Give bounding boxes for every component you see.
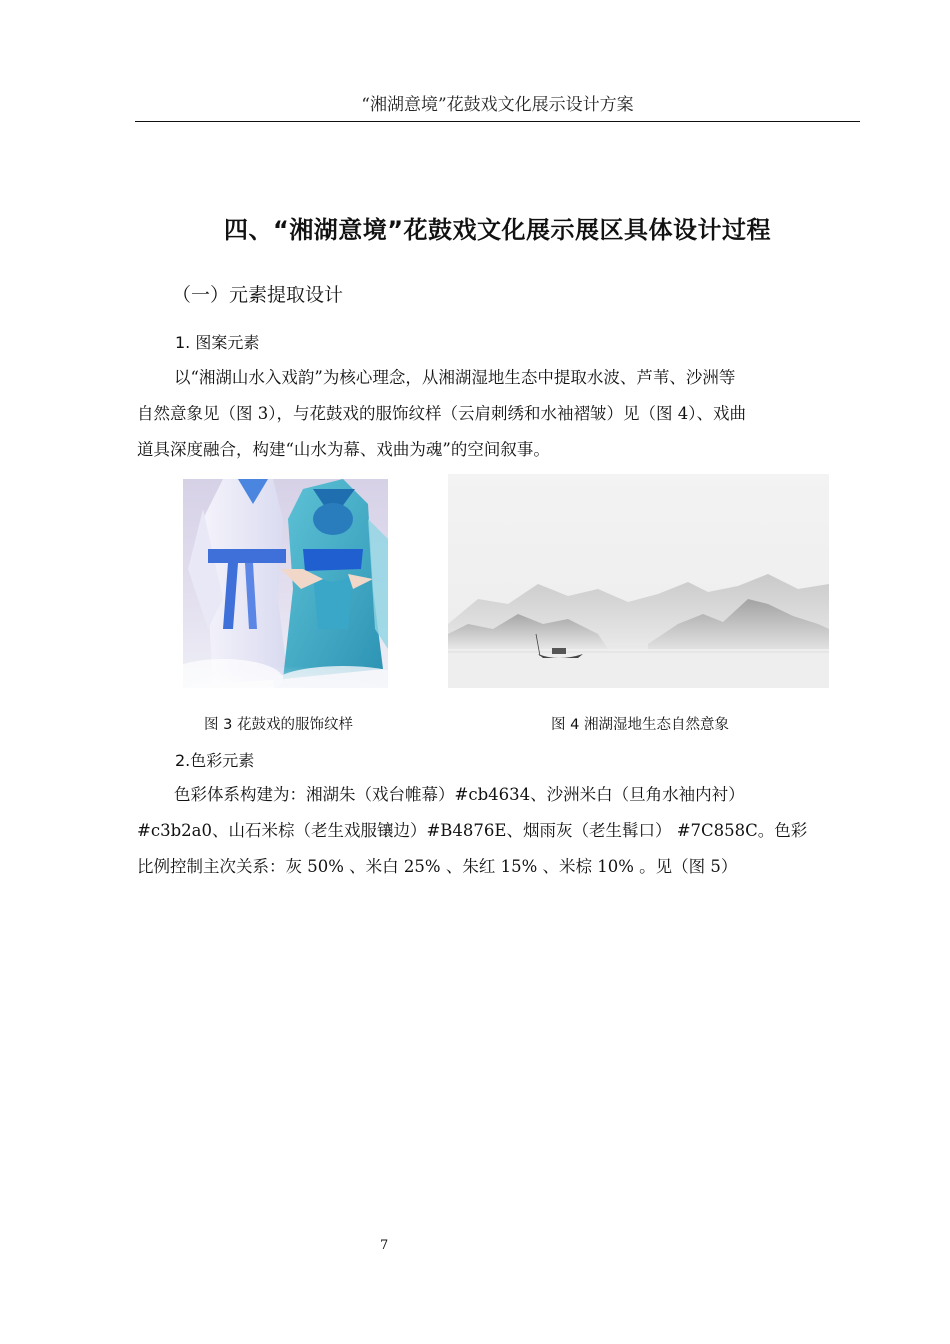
pattern-heading: 1. 图案元素 bbox=[175, 333, 260, 352]
color-paragraph bbox=[137, 777, 859, 885]
costume-illustration bbox=[183, 479, 388, 688]
paragraph-line: 自然意象见（图 3），与花鼓戏的服饰纹样（云肩刺绣和水袖褶皱）见（图 4）、戏曲 bbox=[137, 404, 746, 423]
figure-3-caption: 图 3 花鼓戏的服饰纹样 bbox=[204, 717, 353, 733]
paragraph-line: 以“湘湖山水入戏韵”为核心理念，从湘湖湿地生态中提取水波、芦苇、沙洲等 bbox=[174, 368, 736, 387]
paragraph-line: 比例控制主次关系：灰 50% 、米白 25% 、朱红 15% 、米棕 10% 。见（图 5） bbox=[137, 857, 738, 876]
subsection-title: （一）元素提取设计 bbox=[172, 284, 344, 306]
color-heading: 2.色彩元素 bbox=[175, 751, 255, 770]
page-number: 7 bbox=[380, 1238, 389, 1253]
paragraph-line: 色彩体系构建为：湘湖朱（戏台帷幕）#cb4634、沙洲米白（旦角水袖内衬） bbox=[174, 785, 745, 804]
paragraph-line: #c3b2a0、山石米棕（老生戏服镶边）#B4876E、烟雨灰（老生髯口） #7C858C。色彩 bbox=[137, 821, 808, 840]
figure-4-caption: 图 4 湘湖湿地生态自然意象 bbox=[551, 717, 729, 733]
landscape-illustration bbox=[448, 474, 829, 688]
pattern-paragraph bbox=[137, 360, 859, 468]
paragraph-line: 道具深度融合，构建“山水为幕、戏曲为魂”的空间叙事。 bbox=[137, 440, 550, 459]
figure-3-costume-photo bbox=[183, 479, 388, 688]
figure-4-ink-landscape bbox=[448, 474, 829, 688]
section-title: 四、“湘湖意境”花鼓戏文化展示展区具体设计过程 bbox=[223, 216, 772, 244]
header-rule bbox=[135, 121, 860, 122]
running-header: “湘湖意境”花鼓戏文化展示设计方案 bbox=[361, 95, 634, 115]
